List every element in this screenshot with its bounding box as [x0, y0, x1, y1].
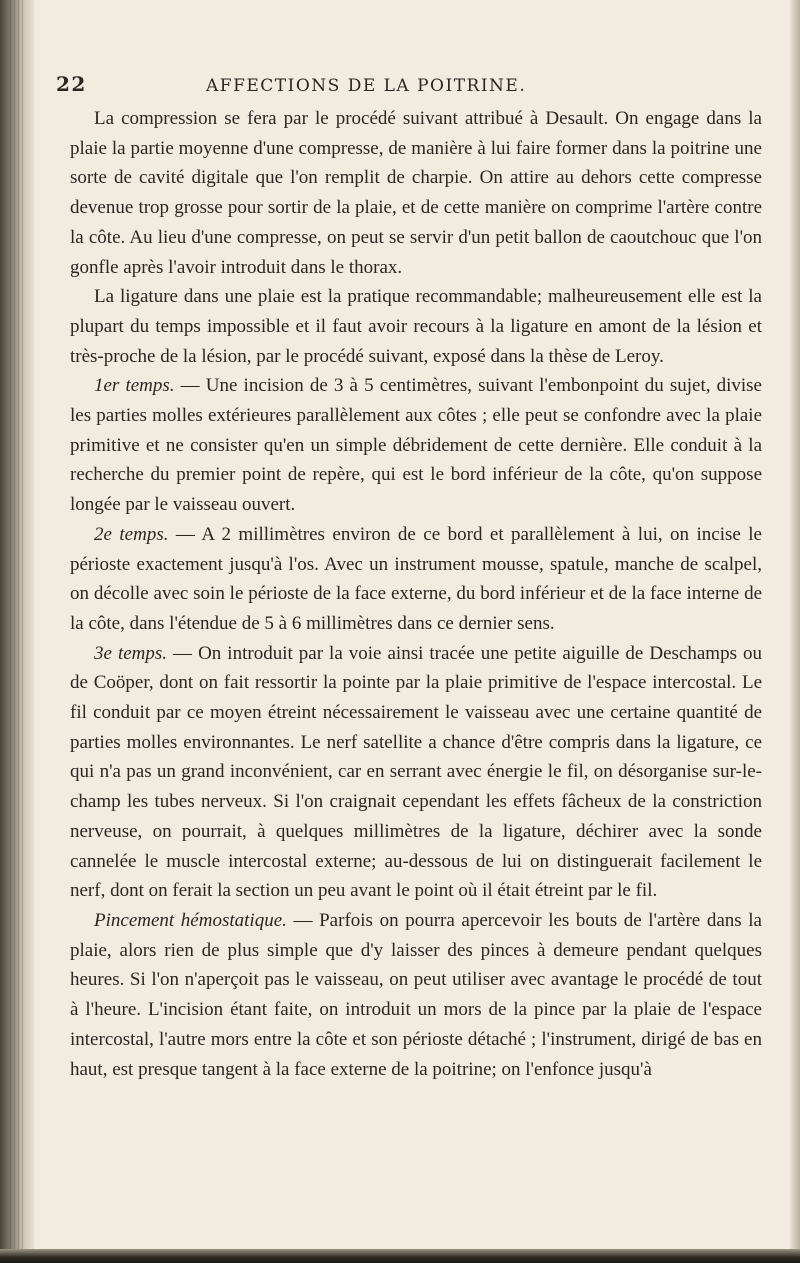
paragraph-text: La compression se fera par le procédé suivant attribué à Desault. On engage dans la plaie la partie moyenne d'une compresse, de manière à lui faire former dans la poitrine une sorte de cavité digitale que l'on remplit de charpie. On attire au dehors cette compresse devenue trop grosse pour sortir de la plaie, et de cette manière on comprime l'artère contre la côte. Au lieu d'une compresse, on peut se servir d'un petit ballon de caoutchouc que l'on gonfle après l'avoir introduit dans le thorax. — [70, 108, 762, 278]
paragraph — [70, 906, 762, 1084]
book-page — [52, 72, 762, 1084]
paragraph-lead: 3e temps. — [94, 642, 168, 664]
scan-bottom-edge — [0, 1249, 800, 1263]
body-text — [70, 104, 762, 1084]
page-number: 22 — [56, 72, 87, 96]
paragraph — [70, 104, 762, 282]
paragraph — [70, 639, 762, 906]
paragraph-text: La ligature dans une plaie est la pratique recommandable; malheureusement elle est la plupart du temps impossible et il faut avoir recours à la ligature en amont de la lésion et très-proche de la lésion, par le procédé suivant, exposé dans la thèse de Leroy. — [70, 286, 762, 367]
running-header — [56, 72, 762, 96]
paragraph-text: — On introduit par la voie ainsi tracée une petite aiguille de Deschamps ou de Coöper, dont on fait ressortir la pointe par la plaie primitive de l'espace intercostal. Le fil conduit par ce moyen étreint nécessairement le vaisseau avec une certaine quantité de parties molles environnantes. Le nerf satellite a chance d'être compris dans la ligature, ce qui n'a pas un grand inconvénient, car en serrant avec énergie le fil, on désorganise sur-le-champ les tubes nerveux. Si l'on craignait cependant les effets fâcheux de la constriction nerveuse, on pourrait, à quelques millimètres de la ligature, déchirer avec la sonde cannelée le muscle intercostal externe; au-dessous de lui on distinguerait facilement le nerf, dont on ferait la section un peu avant le point où il était étreint par le fil. — [70, 642, 762, 902]
paragraph-lead: Pincement hémostatique. — [94, 909, 287, 931]
paragraph — [70, 371, 762, 520]
running-title: AFFECTIONS DE LA POITRINE. — [206, 76, 527, 96]
binding-texture — [10, 0, 26, 1263]
paragraph-text: — A 2 millimètres environ de ce bord et parallèlement à lui, on incise le périoste exactement jusqu'à l'os. Avec un instrument mousse, spatule, manche de scalpel, on décolle avec soin le périoste de la face externe, du bord inférieur et de la face interne de la côte, dans l'étendue de 5 à 6 millimètres dans ce dernier sens. — [70, 523, 762, 634]
paragraph-text: — Parfois on pourra apercevoir les bouts de l'artère dans la plaie, alors rien de plus simple que d'y laisser des pinces à demeure pendant quelques heures. Si l'on n'aperçoit pas le vaisseau, on peut utiliser avec avantage le procédé de tout à l'heure. L'incision étant faite, on introduit un mors de la pince par la plaie de l'espace intercostal, l'autre mors entre la côte et son périoste détaché ; l'instrument, dirigé de bas en haut, est presque tangent à la face externe de la poitrine; on l'enfonce jusqu'à — [70, 909, 762, 1080]
paragraph-text: — Une incision de 3 à 5 centimètres, suivant l'embonpoint du sujet, divise les parties molles extérieures parallèlement aux côtes ; elle peut se confondre avec la plaie primitive et ne consister qu'en un simple débridement de cette dernière. Elle conduit à la recherche du premier point de repère, qui est le bord inférieur de la côte, qu'on suppose longée par le vaisseau ouvert. — [70, 375, 762, 516]
paragraph-lead: 2e temps. — [94, 523, 169, 545]
paragraph — [70, 520, 762, 639]
page-edge — [790, 0, 800, 1263]
paragraph — [70, 282, 762, 371]
paragraph-lead: 1er temps. — [94, 375, 175, 397]
